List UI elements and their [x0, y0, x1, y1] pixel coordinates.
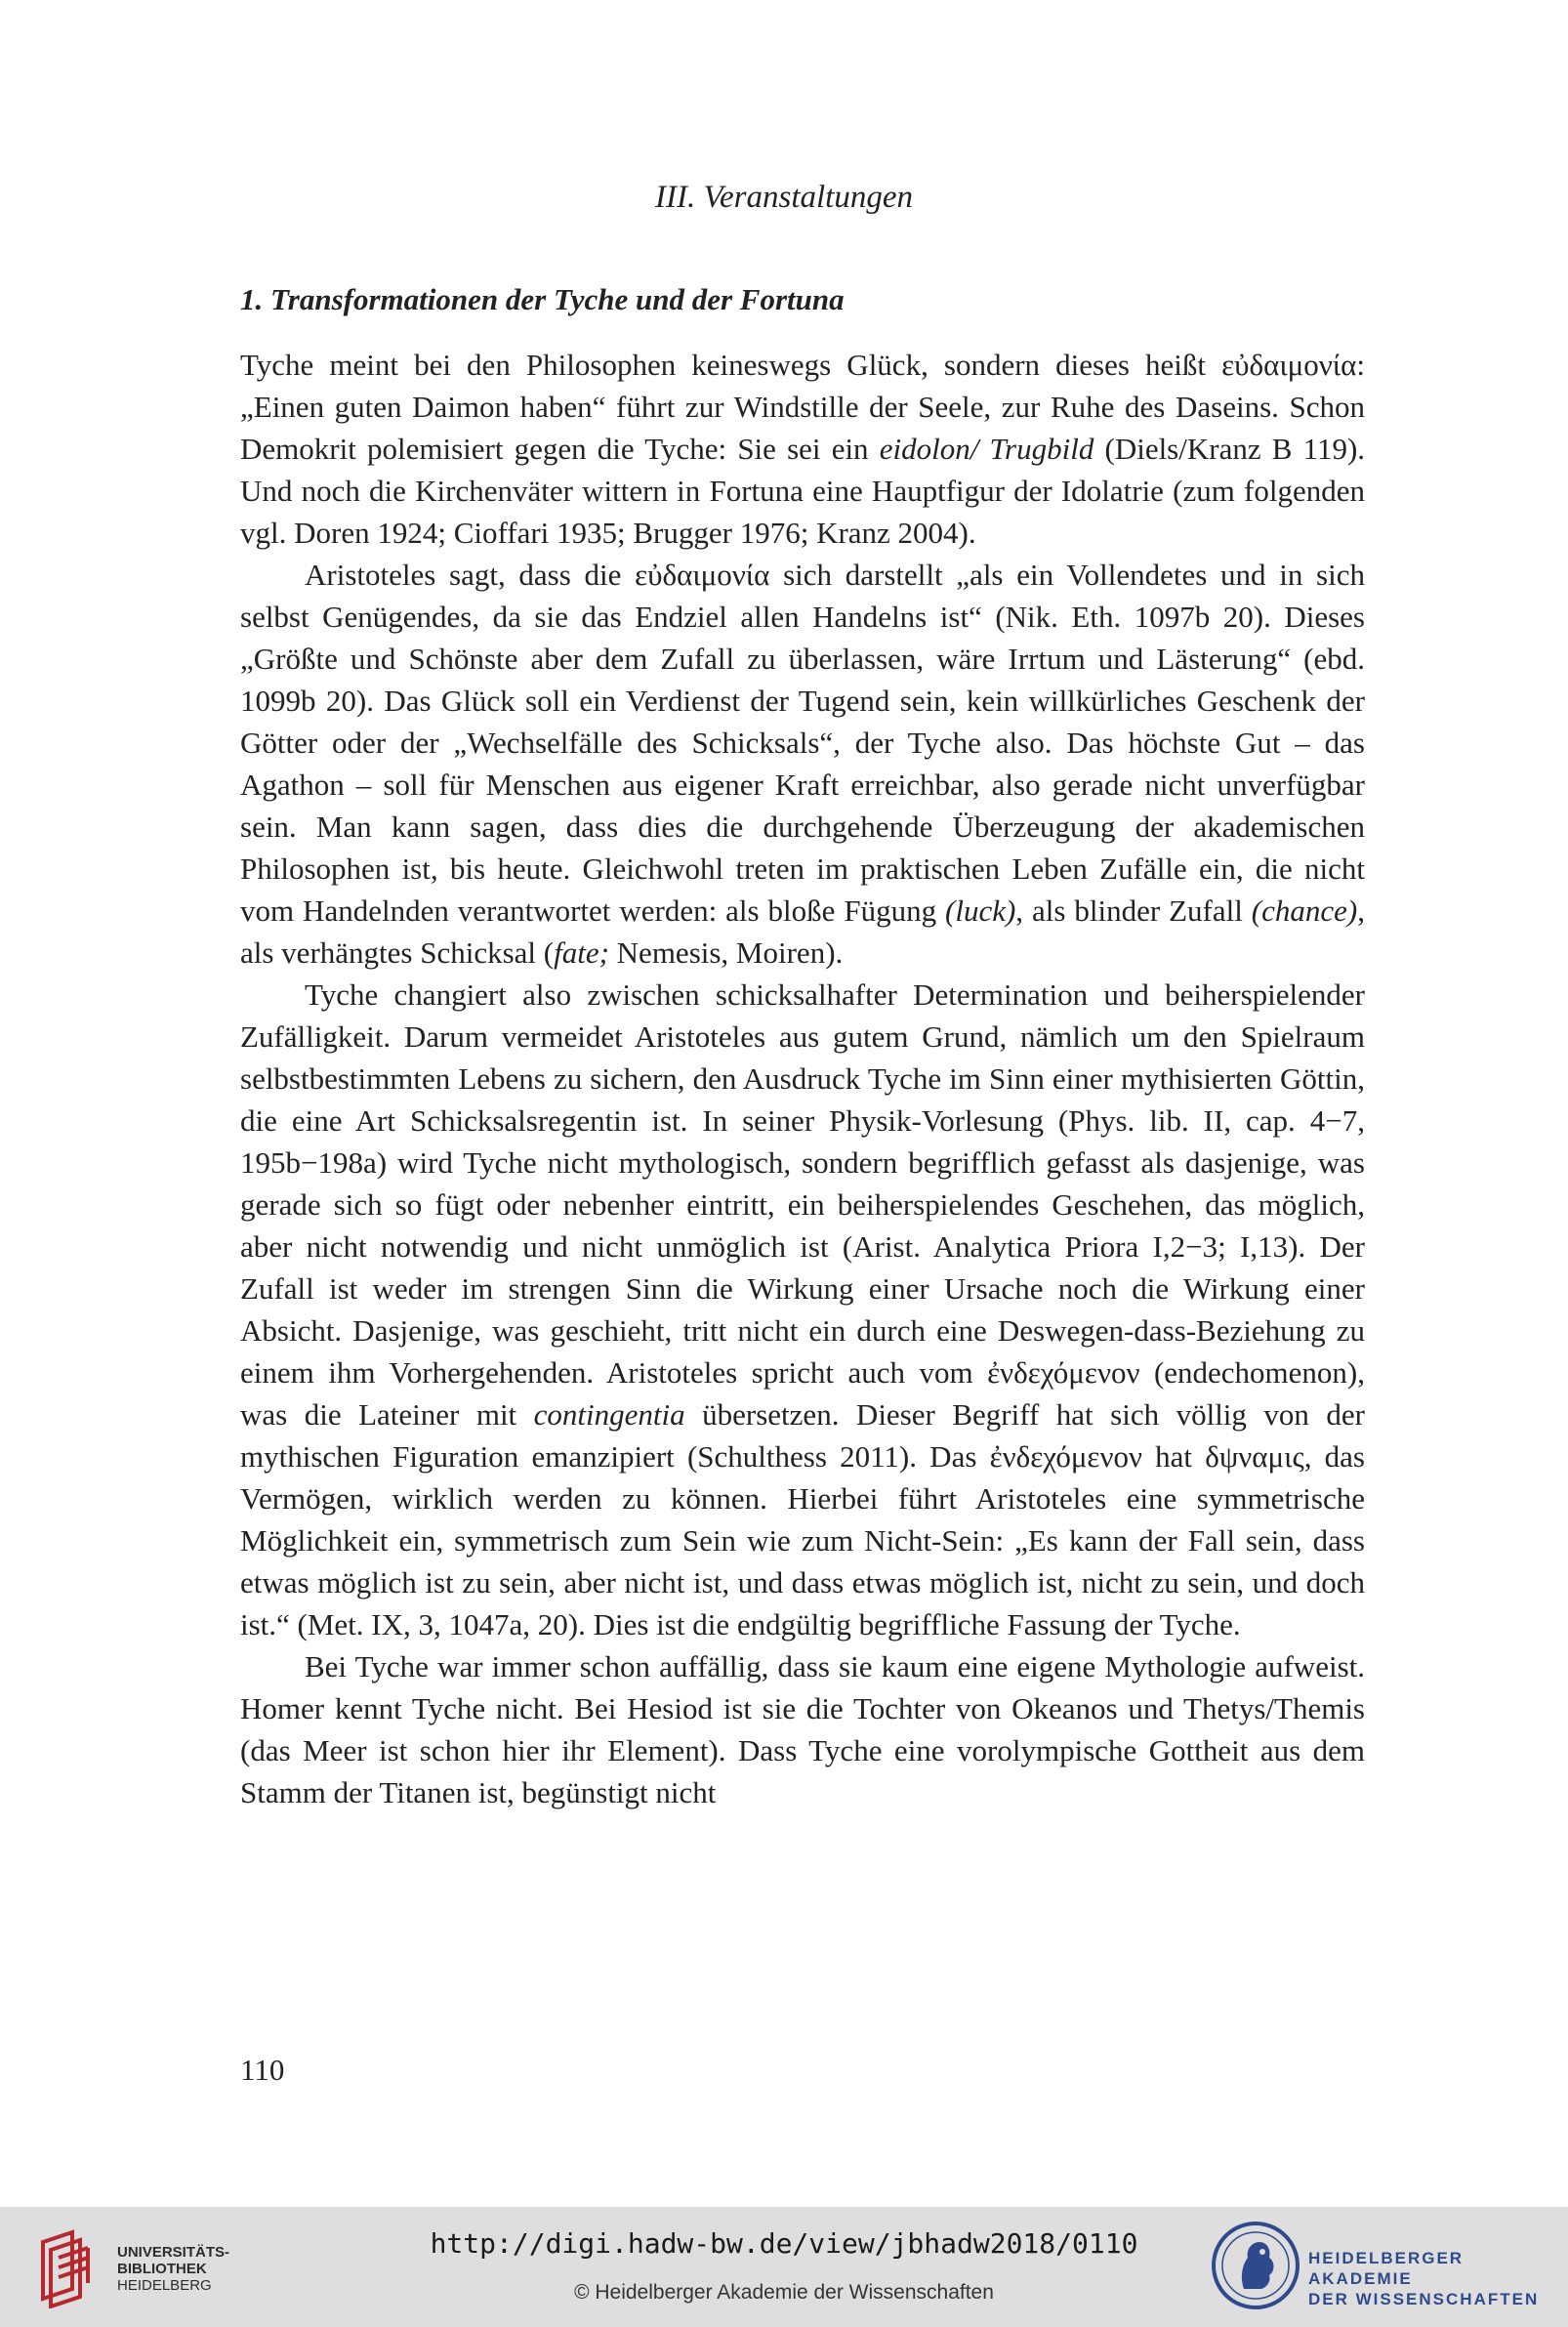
page-number: 110 [240, 2053, 285, 2087]
text-run: Tyche changiert also zwischen schicksalhafter Determination und beiherspielender Zufälligkeit. Darum vermeidet Aristoteles aus gutem Grund, nämlich um den Spielraum selbstbestimmten Lebens zu sichern, den Ausdruck Tyche im Sinn einer mythisierten Göttin, die eine Art Schicksalsregentin ist. In seiner Physik-Vorlesung (Phys. lib. II, cap. 4−7, 195b−198a) wird Tyche nicht mythologisch, sondern begrifflich gefasst als dasjenige, was gerade sich so fügt oder nebenher eintritt, ein beiherspielendes Geschehen, das möglich, aber nicht notwendig und nicht unmöglich ist (Arist. Analytica Priora I,2−3; I,13). Der Zufall ist weder im strengen Sinn die Wirkung einer Ursache noch die Wirkung einer Absicht. Dasjenige, was geschieht, tritt nicht ein durch eine Deswegen-dass-Beziehung zu einem ihm Vorhergehenden. Aristoteles spricht auch vom ἐνδεχόμενον (endechomenon), was die Lateiner mit [240, 977, 1365, 1432]
ub-logo-line: BIBLIOTHEK [117, 2261, 207, 2277]
body-paragraph [240, 974, 1365, 1645]
text-run: Aristoteles sagt, dass die εὐδαιμονία sich darstellt „als ein Vollendetes und in sich selbst Genügendes, da sie das Endziel allen Handelns ist“ (Nik. Eth. 1097b 20). Dieses „Größte und Schönste aber dem Zufall zu überlassen, wäre Irrtum und Lästerung“ (ebd. 1099b 20). Das Glück soll ein Verdienst der Tugend sein, kein willkürliches Geschenk der Götter oder der „Wechselfälle des Schicksals“, der Tyche also. Das höchste Gut – das Agathon – soll für Menschen aus eigener Kraft erreichbar, also gerade nicht unverfügbar sein. Man kann sagen, dass dies die durchgehende Überzeugung der akademischen Philosophen ist, bis heute. Gleichwohl treten im praktischen Leben Zufälle ein, die nicht vom Handelnden verantwortet werden: als bloße Fügung [240, 558, 1365, 928]
permalink-url[interactable]: http://digi.hadw-bw.de/view/jbhadw2018/0110 [430, 2227, 1138, 2260]
ub-logo-line: UNIVERSITÄTS- [117, 2244, 230, 2261]
body-paragraph [240, 344, 1365, 554]
italic-term: (chance) [1251, 893, 1358, 928]
section-heading: 1. Transformationen der Tyche und der Fortuna [240, 282, 845, 316]
text-run: Bei Tyche war immer schon auffällig, dass sie kaum eine eigene Mythologie aufweist. Homer kennt Tyche nicht. Bei Hesiod ist sie die Tochter von Okeanos und Thetys/Themis (das Meer ist schon hier ihr Element). Dass Tyche eine vorolympische Gottheit aus dem Stamm der Titanen ist, begünstigt nicht [240, 1649, 1365, 1809]
academy-seal-icon [1211, 2221, 1300, 2310]
academy-logo-text [1308, 2248, 1543, 2309]
body-paragraph [240, 554, 1365, 974]
running-header: III. Veranstaltungen [655, 180, 913, 215]
text-run: , als verhängtes Schicksal ( [240, 893, 1365, 970]
body-text [240, 344, 1365, 1813]
italic-term: fate; [554, 935, 609, 970]
copyright-notice: © Heidelberger Akademie der Wissenschaften [574, 2281, 994, 2304]
text-run: Tyche meint bei den Philosophen keineswegs Glück, sondern dieses heißt εὐδαιμονία: „Einen guten Daimon haben“ führt zur Windstille der Seele, zur Ruhe des Daseins. Schon Demokrit polemisiert gegen die Tyche: Sie sei ein [240, 348, 1365, 466]
text-run: (Diels/Kranz B 119). Und noch die Kirchenväter wittern in Fortuna eine Hauptfigur der Idolatrie (zum folgenden vgl. Doren 1924; Cioffari 1935; Brugger 1976; Kranz 2004). [240, 432, 1366, 550]
footer-bar [0, 2207, 1568, 2327]
ub-logo-line: HEIDELBERG [117, 2277, 212, 2294]
italic-term: contingentia [533, 1397, 685, 1432]
italic-term: (luck) [945, 893, 1016, 928]
italic-term: eidolon/ Trugbild [879, 432, 1094, 466]
academy-logo-line: HEIDELBERGER AKADEMIE [1308, 2249, 1465, 2288]
academy-logo-line: DER WISSENSCHAFTEN [1308, 2290, 1540, 2308]
body-paragraph [240, 1645, 1365, 1813]
academy-logo[interactable] [1211, 2221, 1543, 2310]
text-run: , als blinder Zufall [1015, 893, 1252, 928]
text-run: Nemesis, Moiren). [608, 935, 844, 970]
text-run: übersetzen. Dieser Begriff hat sich völlig von der mythischen Figuration emanzipiert (Schulthess 2011). Das ἐνδεχόμενον hat δψναμις, das Vermögen, wirklich werden zu können. Hierbei führt Aristoteles eine symmetrische Möglichkeit ein, symmetrisch zum Sein wie zum Nicht-Sein: „Es kann der Fall sein, dass etwas möglich ist zu sein, aber nicht ist, und dass etwas möglich ist, nicht zu sein, und doch ist.“ (Met. IX, 3, 1047a, 20). Dies ist die endgültig begriffliche Fassung der Tyche. [240, 1397, 1365, 1641]
